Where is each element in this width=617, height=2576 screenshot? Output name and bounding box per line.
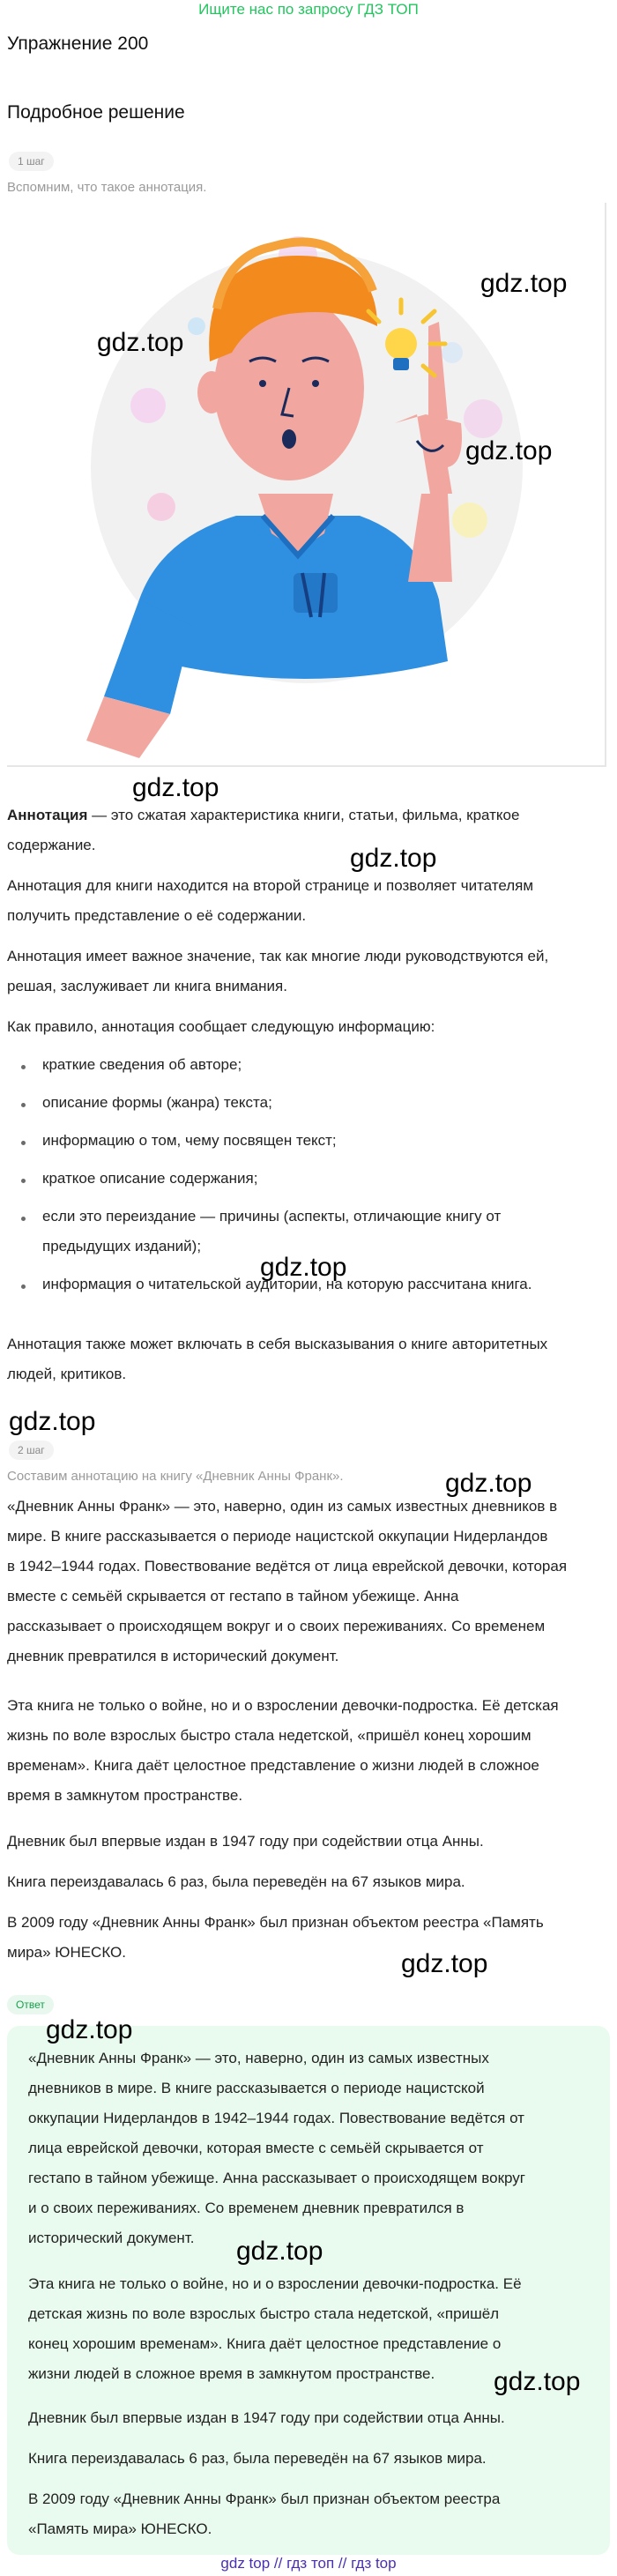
- watermark: gdz.top: [350, 844, 437, 873]
- paragraph: получить представление о её содержании.: [7, 907, 307, 924]
- watermark: gdz.top: [46, 2015, 133, 2044]
- list-item: информация о читательской аудитории, на которую рассчитана книга.: [42, 1276, 532, 1292]
- answer-line: гестапо в тайном убежище. Анна рассказывает о происходящем вокруг: [28, 2170, 525, 2186]
- text-line: Книга переиздавалась 6 раз, была переведён на 67 языков мира.: [7, 1873, 465, 1890]
- list-item: краткие сведения об авторе;: [42, 1056, 242, 1073]
- answer-line: детская жизнь по воле взрослых быстро стала недетской, «пришёл: [28, 2305, 500, 2322]
- bullet-dot: [21, 1217, 26, 1221]
- text-line: вместе с семьёй скрывается от гестапо в тайном убежище. Анна: [7, 1588, 459, 1604]
- step-badge: 1 шаг: [9, 152, 54, 171]
- list-item: информацию о том, чему посвящен текст;: [42, 1132, 337, 1149]
- search-banner[interactable]: Ищите нас по запросу ГДЗ ТОП: [198, 1, 419, 18]
- paragraph: Аннотация имеет важное значение, так как многие люди руководствуются ей,: [7, 948, 549, 964]
- text-line: рассказывает о происходящем вокруг и о своих переживаниях. Со временем: [7, 1618, 546, 1634]
- term-bold: Аннотация: [7, 807, 88, 823]
- footer-links[interactable]: gdz top // гдз топ // гдз top: [220, 2555, 397, 2572]
- paragraph: людей, критиков.: [7, 1366, 127, 1382]
- text-line: временам». Книга даёт целостное представление о жизни людей в сложное: [7, 1757, 539, 1774]
- answer-line: и о своих переживаниях. Со временем дневник превратился в: [28, 2200, 465, 2216]
- text-line: мире. В книге рассказывается о периоде нацистской оккупации Нидерландов: [7, 1528, 548, 1545]
- paragraph: Аннотация для книги находится на второй странице и позволяет читателям: [7, 877, 534, 894]
- text-line: В 2009 году «Дневник Анны Франк» был признан объектом реестра «Память: [7, 1914, 544, 1931]
- paragraph: содержание.: [7, 837, 96, 853]
- watermark: gdz.top: [260, 1253, 347, 1282]
- answer-line: В 2009 году «Дневник Анны Франк» был признан объектом реестра: [28, 2490, 501, 2507]
- list-item: если это переиздание — причины (аспекты, отличающие книгу от: [42, 1208, 502, 1225]
- paragraph: Аннотация также может включать в себя высказывания о книге авторитетных: [7, 1336, 548, 1352]
- bullet-dot: [21, 1103, 26, 1107]
- list-item: краткое описание содержания;: [42, 1170, 258, 1187]
- answer-line: Эта книга не только о войне, но и о взрослении девочки-подростка. Её: [28, 2275, 522, 2292]
- answer-line: лица еврейской девочки, которая вместе с семьёй скрывается от: [28, 2140, 484, 2156]
- list-item-continuation: предыдущих изданий);: [42, 1238, 202, 1254]
- answer-line: дневников в мире. В книге рассказывается о периоде нацистской: [28, 2080, 485, 2096]
- answer-line: Дневник был впервые издан в 1947 году при содействии отца Анны.: [28, 2409, 505, 2426]
- text-line: Эта книга не только о войне, но и о взрослении девочки-подростка. Её детская: [7, 1697, 559, 1714]
- answer-line: «Память мира» ЮНЕСКО.: [28, 2520, 212, 2537]
- answer-line: оккупации Нидерландов в 1942–1944 годах. Повествование ведётся от: [28, 2110, 524, 2126]
- text-line: в 1942–1944 годах. Повествование ведётся от лица еврейской девочки, которая: [7, 1558, 568, 1575]
- watermark: gdz.top: [132, 773, 219, 802]
- answer-line: «Дневник Анны Франк» — это, наверно, один из самых известных: [28, 2050, 489, 2066]
- watermark: gdz.top: [9, 1407, 96, 1436]
- answer-line: Книга переиздавалась 6 раз, была переведён на 67 языков мира.: [28, 2450, 487, 2467]
- exercise-title: Упражнение 200: [7, 34, 149, 54]
- text-line: «Дневник Анны Франк» — это, наверно, один из самых известных дневников в: [7, 1498, 558, 1515]
- step-badge: 2 шаг: [9, 1441, 54, 1460]
- watermark: gdz.top: [465, 436, 553, 465]
- answer-line: конец хорошим временам». Книга даёт целостное представление о: [28, 2335, 502, 2352]
- paragraph: Аннотация — это сжатая характеристика книги, статьи, фильма, краткое: [7, 807, 520, 823]
- bullet-dot: [21, 1179, 26, 1183]
- text-line: Дневник был впервые издан в 1947 году при содействии отца Анны.: [7, 1833, 484, 1850]
- watermark: gdz.top: [480, 269, 568, 298]
- solution-title: Подробное решение: [7, 102, 185, 123]
- bullet-dot: [21, 1141, 26, 1145]
- list-item: описание формы (жанра) текста;: [42, 1094, 272, 1111]
- watermark: gdz.top: [445, 1469, 532, 1498]
- step-intro: Составим аннотацию на книгу «Дневник Анны Франк».: [7, 1469, 344, 1484]
- text-line: жизнь по воле взрослых быстро стала недетской, «пришёл конец хорошим: [7, 1727, 532, 1744]
- step-intro: Вспомним, что такое аннотация.: [7, 180, 207, 195]
- bullet-dot: [21, 1284, 26, 1289]
- watermark: gdz.top: [494, 2367, 581, 2396]
- text-line: дневник превратился в исторический документ.: [7, 1648, 339, 1664]
- answer-line: исторический документ.: [28, 2230, 195, 2246]
- watermark: gdz.top: [97, 328, 184, 357]
- watermark: gdz.top: [401, 1949, 488, 1978]
- paragraph: решая, заслуживает ли книга внимания.: [7, 978, 287, 994]
- text-line: время в замкнутом пространстве.: [7, 1787, 243, 1804]
- text-line: мира» ЮНЕСКО.: [7, 1944, 126, 1961]
- watermark: gdz.top: [236, 2237, 323, 2266]
- paragraph: Как правило, аннотация сообщает следующую информацию:: [7, 1018, 435, 1035]
- answer-line: жизни людей в сложное время в замкнутом пространстве.: [28, 2365, 435, 2382]
- bullet-dot: [21, 1065, 26, 1069]
- answer-badge: Ответ: [7, 1995, 54, 2014]
